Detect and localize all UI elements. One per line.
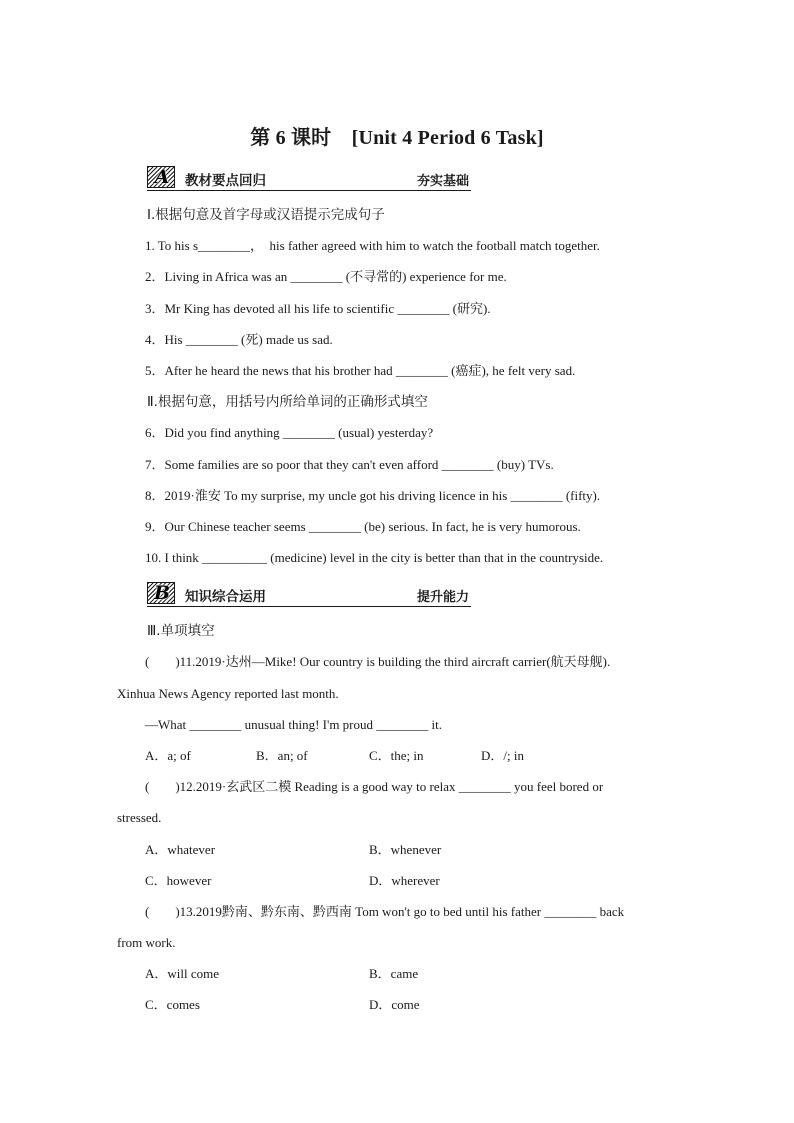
question-4: 4．His ________ (死) made us sad. <box>145 332 333 347</box>
question-13-stem-cont: from work. <box>117 935 176 950</box>
question-12-stem: ( )12.2019·玄武区二模 Reading is a good way to relax ________ you feel bored or <box>145 779 604 794</box>
question-11-stem: ( )11.2019·达州—Mike! Our country is building the third aircraft carrier(航天母舰). <box>145 654 611 669</box>
question-13-option-b: B．came <box>369 966 419 981</box>
question-11-stem-cont: Xinhua News Agency reported last month. <box>117 686 339 701</box>
question-1: 1. To his s________， his father agreed with him to watch the football match together. <box>145 238 600 253</box>
section-3-heading: Ⅲ.单项填空 <box>147 623 215 639</box>
question-12-stem-cont: stressed. <box>117 810 162 825</box>
question-11-option-c: C．the; in <box>369 748 424 763</box>
section-banner-a <box>147 166 471 191</box>
question-12-option-d: D．wherever <box>369 873 440 888</box>
question-11-option-d: D．/; in <box>481 748 524 763</box>
question-13-option-a: A．will come <box>145 966 220 981</box>
question-11-dialog: —What ________ unusual thing! I'm proud ________ it. <box>145 717 442 732</box>
question-11-option-b: B．an; of <box>256 748 308 763</box>
question-7: 7．Some families are so poor that they can't even afford ________ (buy) TVs. <box>145 457 554 472</box>
question-12-option-c: C．however <box>145 873 212 888</box>
question-6: 6．Did you find anything ________ (usual) yesterday? <box>145 425 434 440</box>
banner-b-title: 知识综合运用 <box>185 589 266 605</box>
question-2: 2．Living in Africa was an ________ (不寻常的) experience for me. <box>145 269 507 284</box>
question-9: 9．Our Chinese teacher seems ________ (be) serious. In fact, he is very humorous. <box>145 519 581 534</box>
badge-a-icon: A <box>147 166 175 188</box>
question-13-option-d: D．come <box>369 997 420 1012</box>
question-12-option-a: A．whatever <box>145 842 216 857</box>
section-banner-b <box>147 582 471 607</box>
question-5: 5．After he heard the news that his brother had ________ (癌症), he felt very sad. <box>145 363 576 378</box>
section-1-heading: Ⅰ.根据句意及首字母或汉语提示完成句子 <box>147 207 385 223</box>
question-11-option-a: A．a; of <box>145 748 191 763</box>
banner-a-tag: 夯实基础 <box>416 174 469 189</box>
question-10: 10. I think __________ (medicine) level in the city is better than that in the countryside. <box>145 550 604 565</box>
section-2-heading: Ⅱ.根据句意，用括号内所给单词的正确形式填空 <box>147 394 428 410</box>
question-13-option-c: C．comes <box>145 997 200 1012</box>
banner-a-title: 教材要点回归 <box>185 173 266 189</box>
question-13-stem: ( )13.2019黔南、黔东南、黔西南 Tom won't go to bed until his father ________ back <box>145 904 625 919</box>
question-8: 8．2019·淮安 To my surprise, my uncle got his driving licence in his ________ (fifty). <box>145 488 601 503</box>
question-3: 3．Mr King has devoted all his life to scientific ________ (研究). <box>145 301 491 316</box>
page-title: 第 6 课时 [Unit 4 Period 6 Task] <box>250 127 544 149</box>
banner-b-tag: 提升能力 <box>416 590 469 605</box>
question-12-option-b: B．whenever <box>369 842 442 857</box>
badge-b-icon: B <box>147 582 175 604</box>
